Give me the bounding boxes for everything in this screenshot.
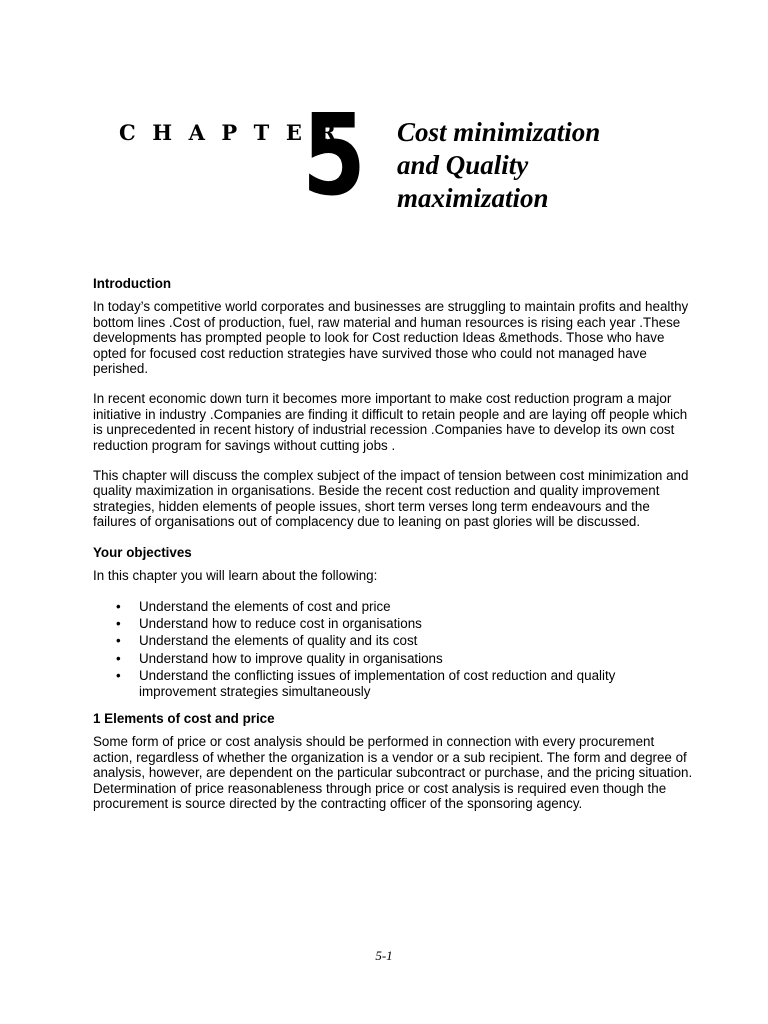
- section-1-heading: 1 Elements of cost and price: [93, 710, 275, 726]
- objectives-heading: Your objectives: [93, 544, 192, 560]
- bullet-icon: •: [116, 668, 121, 684]
- objective-text: Understand the elements of quality and its cost: [139, 633, 418, 649]
- list-item: [116, 650, 693, 666]
- objectives-intro: In this chapter you will learn about the following:: [93, 568, 378, 584]
- objective-text: Understand the conflicting issues of implementation of cost reduction and quality improvement strategies simultaneously: [139, 668, 616, 699]
- list-item: [116, 598, 693, 614]
- chapter-title-line-2: and Quality: [397, 150, 529, 180]
- bullet-icon: •: [116, 633, 121, 649]
- bullet-icon: •: [116, 598, 121, 614]
- list-item: [116, 633, 693, 649]
- bullet-icon: •: [116, 615, 121, 631]
- chapter-label: C H A P T E R: [119, 120, 341, 145]
- bullet-icon: •: [116, 650, 121, 666]
- page-number: 5-1: [375, 948, 393, 963]
- chapter-number: 5: [302, 91, 365, 221]
- list-item: [116, 615, 693, 631]
- chapter-title: [397, 116, 600, 215]
- objective-text: Understand how to improve quality in organisations: [139, 650, 443, 666]
- intro-paragraph-2: In recent economic down turn it becomes more important to make cost reduction program a major initiative in industry .Companies are finding it difficult to retain people and are laying off people which is unprecedented in recent history of industrial recession .Companies have to develop its own cost reduction program for savings without cutting jobs .: [93, 391, 688, 453]
- introduction-heading: Introduction: [93, 276, 172, 291]
- section-1-paragraph: Some form of price or cost analysis should be performed in connection with every procurement action, regardless of whether the organization is a vendor or a sub recipient. The form and degree of analysis, however, are dependent on the particular subcontract or purchase, and the pricing situation. Determination of price reasonableness through price or cost analysis is required even though the procurement is source directed by the contracting officer of the sponsoring agency.: [93, 734, 693, 811]
- objective-text: Understand how to reduce cost in organisations: [139, 615, 422, 631]
- list-item: [116, 668, 693, 699]
- chapter-title-line-1: Cost minimization: [397, 117, 601, 147]
- body-content: [93, 276, 693, 826]
- intro-paragraph-1: In today’s competitive world corporates and businesses are struggling to maintain profits and healthy bottom lines .Cost of production, fuel, raw material and human resources is rising each year .These developments has prompted people to look for Cost reduction Ideas &methods. Those who have opted for focused cost reduction strategies have survived those who could not managed have perished.: [93, 299, 689, 377]
- intro-paragraph-3: This chapter will discuss the complex subject of the impact of tension between cost minimization and quality maximization in organisations. Beside the recent cost reduction and quality improvement strategies, hidden elements of people issues, short term verses long term endeavours and the failures of organisations out of complacency due to leaning on past glories will be discussed.: [93, 468, 689, 530]
- objectives-list: [93, 599, 693, 699]
- objective-text: Understand the elements of cost and price: [139, 598, 391, 614]
- chapter-title-line-3: maximization: [397, 183, 549, 213]
